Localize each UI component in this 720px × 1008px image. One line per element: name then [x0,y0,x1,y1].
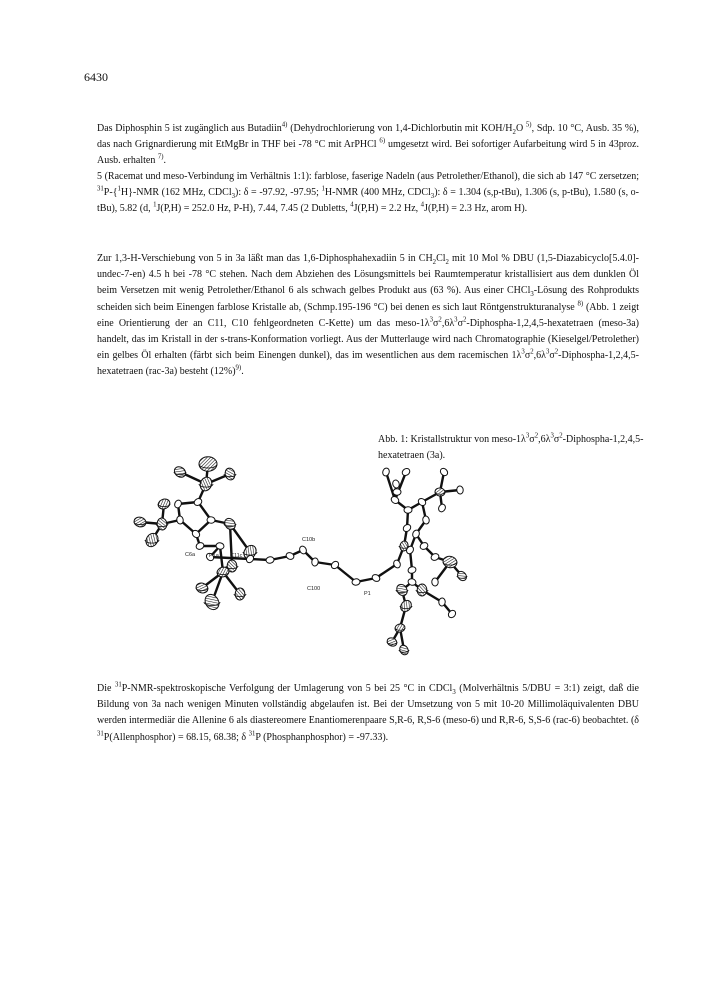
page-number: 6430 [84,70,108,84]
atom-ellipsoid [172,465,187,480]
atom-ellipsoid [198,475,213,492]
paragraph-rearrangement: Zur 1,3-H-Verschiebung von 5 in 3a läßt man das 1,6-Diphosphahexadiin 5 in $CH_2Cl_2$ mit 10 Mol % DBU (1,5-Diazabicyclo[5.4.0]-undec-7-en) 4.5 h bei -78 °C stehen. Nach dem Abziehen des Lösungsmittels bei Raumtemperatur kristallisiert aus dem dunklen Öl beim Versetzen mit wenig Petrolether/Ethanol 6 als schwach gelbes Produkt aus (63 %). Aus einer CHCl$_3$-Lösung des Rohprodukts scheiden sich beim Einengen farblose Kristalle ab, (Schmp.195-196 °C) bei denen es sich laut Röntgenstrukturanalyse $^{8)}$ (Abb. 1 zeigt eine Orientierung der an C11, C10 fehlgeordneten C-Kette) um das meso-$1\lambda^3\sigma^2,6\lambda^3\sigma^2-Diphospha-1,2,4,5$-hexatetraen (meso-3a) handelt, das im Kristall in der s-trans-Konformation vorliegt. Aus der Mutterlauge wird nach Chromatographie (Kieselgel/Petrolether) ein gelbes Öl erhalten (färbt sich beim Einengen dunkel), das im wesentlichen aus dem racemischen $1\lambda^3\sigma^2,6\lambda^3\sigma^2-Diphospha-1,2,4,5$-hexatetraen (rac-3a) besteht $(12\%)^{9)}$. [97,253,639,378]
atom-ellipsoid [195,541,205,550]
atom-ellipsoid [199,457,217,471]
atom-ellipsoid [265,556,274,564]
bond [335,565,356,582]
atom-ellipsoid [202,592,221,612]
atom-ellipsoid [157,497,172,510]
paragraph-nmr-monitoring: Die $^{31}$P-NMR-spektroskopische Verfolgung der Umlagerung von 5 bei 25 °C in CDCl$_3$ (Molverhältnis 5/DBU = 3:1) zeigt, daß die Bildung von 3a nach wenigen Minuten vollständig abgelaufen ist. Bei der Umsetzung von 5 mit 10-20 Millimoläquivalenten DBU werden intermediär die Allenine 6 als diastereomere Enantiomerenpaare S,R-6, R,S-6 (meso-6) und R,R-6, S,S-6 (rac-6) beobachtet. (δ $^{31}$P(Allenphosphor) = 68.15, 68.38; δ $^{31}$P (Phosphanphosphor) = -97.33). [97,681,639,743]
atom-ellipsoid [438,598,445,607]
atom-ellipsoid [417,497,427,507]
atom-ellipsoid [401,467,411,477]
atom-ellipsoid [456,486,463,495]
atom-ellipsoid [224,467,237,481]
figure-caption: Abb. 1: Kristallstruktur von meso-$1\lambda^3\sigma^2,6\lambda^3\sigma^2-Diphospha-1,2,4,5$-hexatetraen (3a). [378,432,644,461]
atom-label-c100: C100 [307,586,321,592]
atom-label-p1a: P1a [209,553,219,559]
atom-label-c10b: C10b [302,537,316,543]
atom-ellipsoid [402,523,412,533]
atom-ellipsoid [404,507,412,514]
atom-ellipsoid [432,578,439,586]
atom-ellipsoid [393,489,401,496]
paragraph-characterization: 5 (Racemat und meso-Verbindung im Verhältnis 1:1): farblose, faserige Nadeln (aus Petrolether/Ethanol), die sich ab 147 °C zersetzen; $^{31}$P-{$^1$H}-NMR (162 MHz, CDCl$_3$): δ = -97.92, -97.95; $^1$H-NMR (400 MHz, CDCl$_3$): δ = 1.304 (s,p-tBu), 1.306 (s, p-tBu), 1.580 (s, o-tBu), 5.82 (d, $^1$J(P,H) = 252.0 Hz, P-H), 7.44, 7.45 (2 Dubletts, $^4$J(P,H) = 2.2 Hz, $^4$J(P,H) = 2.3 Hz, arom H). [97,171,640,215]
atom-ellipsoid [407,566,417,575]
atom-label-c11c: C11c [230,553,243,559]
atom-label-c6a: C6a [185,552,196,558]
crystal-structure-figure [110,432,490,672]
atom-ellipsoid [386,636,398,647]
atom-ellipsoid [285,551,295,560]
atom-ellipsoid [398,644,410,657]
atom-ellipsoid [352,578,361,585]
atom-ellipsoid [207,516,216,523]
atom-ellipsoid [173,499,182,509]
atom-ellipsoid [382,467,391,477]
atom-ellipsoid [439,467,449,477]
atom-ellipsoid [398,598,413,613]
paragraph-synthesis: Das Diphosphin 5 ist zugänglich aus Butadiin$^{4)}$ (Dehydrochlorierung von 1,4-Dichlorbutin mit KOH/$H_2O$ $^{5)}$, Sdp. 10 °C, Ausb. 35 %), das nach Grignardierung mit EtMgBr in THF bei -78 °C mit ArPHCl $^{6)}$ umgesetzt wird. Bei sofortiger Aufarbeitung wird 5 in 43proz. Ausb. erhalten $^{7)}$. [97,121,639,167]
atom-ellipsoid [176,515,184,524]
atom-ellipsoid [144,531,161,549]
atom-ellipsoid [437,503,446,513]
atom-ellipsoid [394,623,406,633]
atom-ellipsoid [133,516,147,528]
atom-label-p1: P1 [364,591,371,597]
